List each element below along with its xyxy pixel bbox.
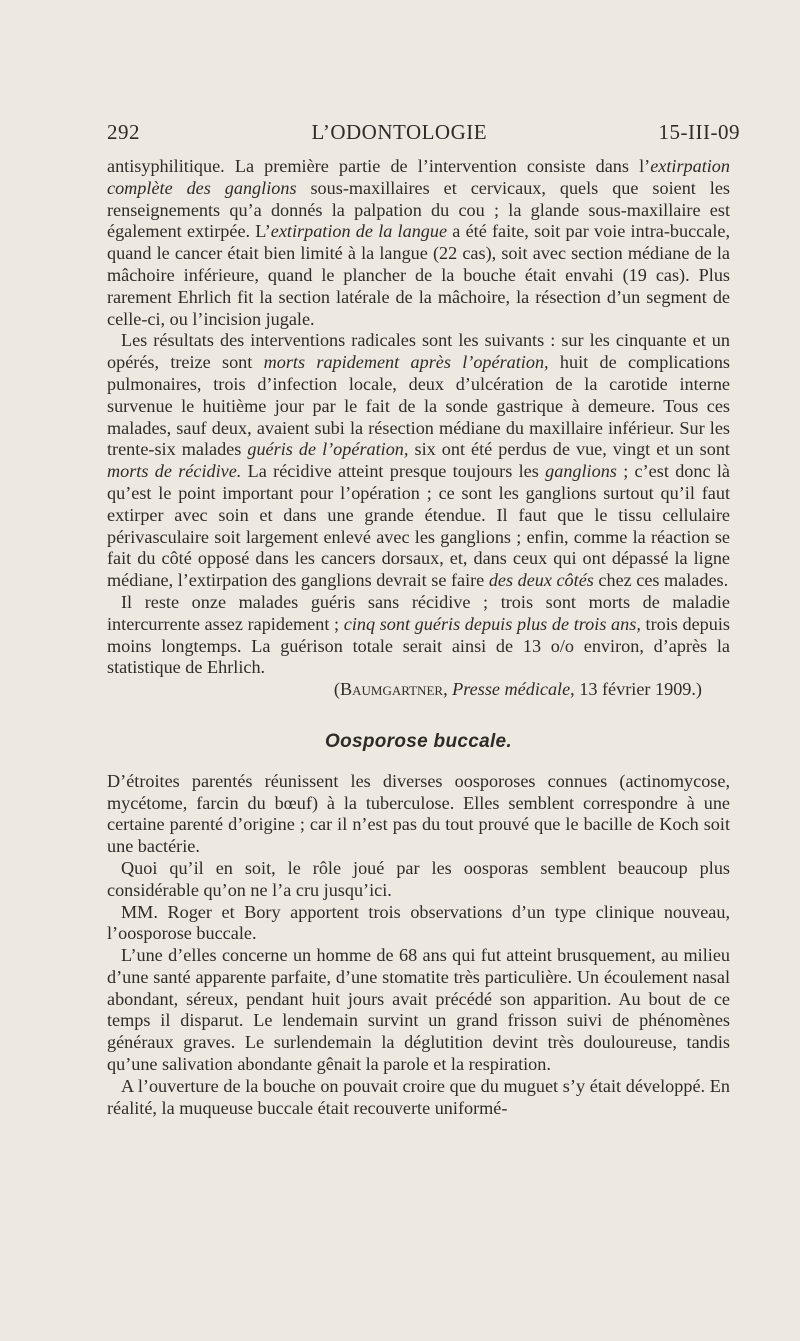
paragraph-surgery: antisyphilitique. La première partie de l’intervention consiste dans l’extirpation complète des ganglions sous-maxillaires et cervicaux, quels que soient les renseignements qu’a donnés la palpation du cou ; la glande sous-maxillaire est également extirpée. L’extirpation de la langue a été faite, soit par voie intra-buccale, quand le cancer était bien limité à la langue (22 cas), soit avec section médiane de la mâchoire inférieure, quand le plancher de la bouche était envahi (19 cas). Plus rarement Ehrlich fit la section latérale de la mâchoire, la résection d’un segment de celle-ci, ou l’incision jugale. xyxy=(107,156,730,329)
emphasis: guéris de l’opération, xyxy=(247,439,409,460)
citation-date: , 13 février 1909.) xyxy=(570,679,702,700)
paragraph: Quoi qu’il en soit, le rôle joué par les oosporas semblent beaucoup plus considérable qu’on ne l’a cru jusqu’ici. xyxy=(107,857,730,900)
paragraph: L’une d’elles concerne un homme de 68 ans qui fut atteint brusquement, au milieu d’une santé apparente parfaite, d’une stomatite très particulière. Un écoulement nasal abondant, séreux, pendant huit jours avait précédé son apparition. Au bout de ce temps il disparut. Le lendemain survint un grand frisson suivi de phénomènes généraux graves. Le surlendemain la déglutition devint très douloureuse, tandis qu’une salivation abondante gênait la parole et la respiration. xyxy=(107,945,730,1075)
emphasis: extirpation de la langue xyxy=(270,221,448,242)
running-header xyxy=(107,120,740,145)
issue-date: 15-III-09 xyxy=(658,120,740,144)
paragraph: D’étroites parentés réunissent les diverses oosporoses connues (actinomycose, mycétome, farcin du bœuf) à la tuberculose. Elles semblent correspondre à une certaine parenté d’origine ; car il n’est pas du tout prouvé que le bacille de Koch soit une bactérie. xyxy=(107,770,730,857)
emphasis: extirpation complète des ganglions xyxy=(107,156,730,198)
page-number: 292 xyxy=(107,120,140,144)
emphasis: des deux côtés xyxy=(488,570,594,591)
journal-title: L’ODONTOLOGIE xyxy=(311,120,488,144)
section-heading: Oosporose buccale. xyxy=(324,730,512,752)
paragraph: A l’ouverture de la bouche on pouvait croire que du muguet s’y était développé. En réalité, la muqueuse buccale était recouverte uniformé- xyxy=(107,1075,730,1118)
citation-author: Baumgartner xyxy=(339,679,444,700)
emphasis: morts de récidive. xyxy=(107,461,242,482)
emphasis: cinq sont guéris depuis plus de trois ans, xyxy=(343,613,641,634)
emphasis: morts rapidement après l’opération, xyxy=(263,352,549,373)
article-body xyxy=(107,156,730,1119)
citation: (Baumgartner, Presse médicale, 13 février 1909.) xyxy=(333,679,702,700)
paragraph-results: Les résultats des interventions radicales sont les suivants : sur les cinquante et un opérés, treize sont morts rapidement après l’opération, huit de complications pulmonaires, trois d’infection locale, deux d’ulcération de la carotide interne survenue le huitième jour par le fait de la sonde gastrique à demeure. Tous ces malades, sauf deux, avaient subi la résection médiane du maxillaire inférieur. Sur les trente-six malades guéris de l’opération, six ont été perdus de vue, vingt et un sont morts de récidive. La récidive atteint presque toujours les ganglions ; c’est donc là qu’est le point important pour l’opération ; ce sont les ganglions surtout qu’il faut extirper avec soin et dans une grande étendue. Il faut que le tissu cellulaire périvasculaire soit largement enlevé avec les ganglions ; enfin, comme la réaction se fait du côté opposé dans les cancers dorsaux, et, dans ceux qui ont dépassé la ligne médiane, l’extirpation des ganglions devrait se faire des deux côtés chez ces malades. xyxy=(107,330,730,591)
citation-journal: Presse médicale xyxy=(452,679,571,700)
emphasis: ganglions xyxy=(545,461,617,482)
paragraph-cure-rate: Il reste onze malades guéris sans récidive ; trois sont morts de maladie intercurrente assez rapidement ; cinq sont guéris depuis plus de trois ans, trois depuis moins longtemps. La guérison totale serait ainsi de 13 o/o environ, d’après la statistique de Ehrlich. xyxy=(107,591,730,678)
paragraph: MM. Roger et Bory apportent trois observations d’un type clinique nouveau, l’oosporose buccale. xyxy=(107,901,730,944)
